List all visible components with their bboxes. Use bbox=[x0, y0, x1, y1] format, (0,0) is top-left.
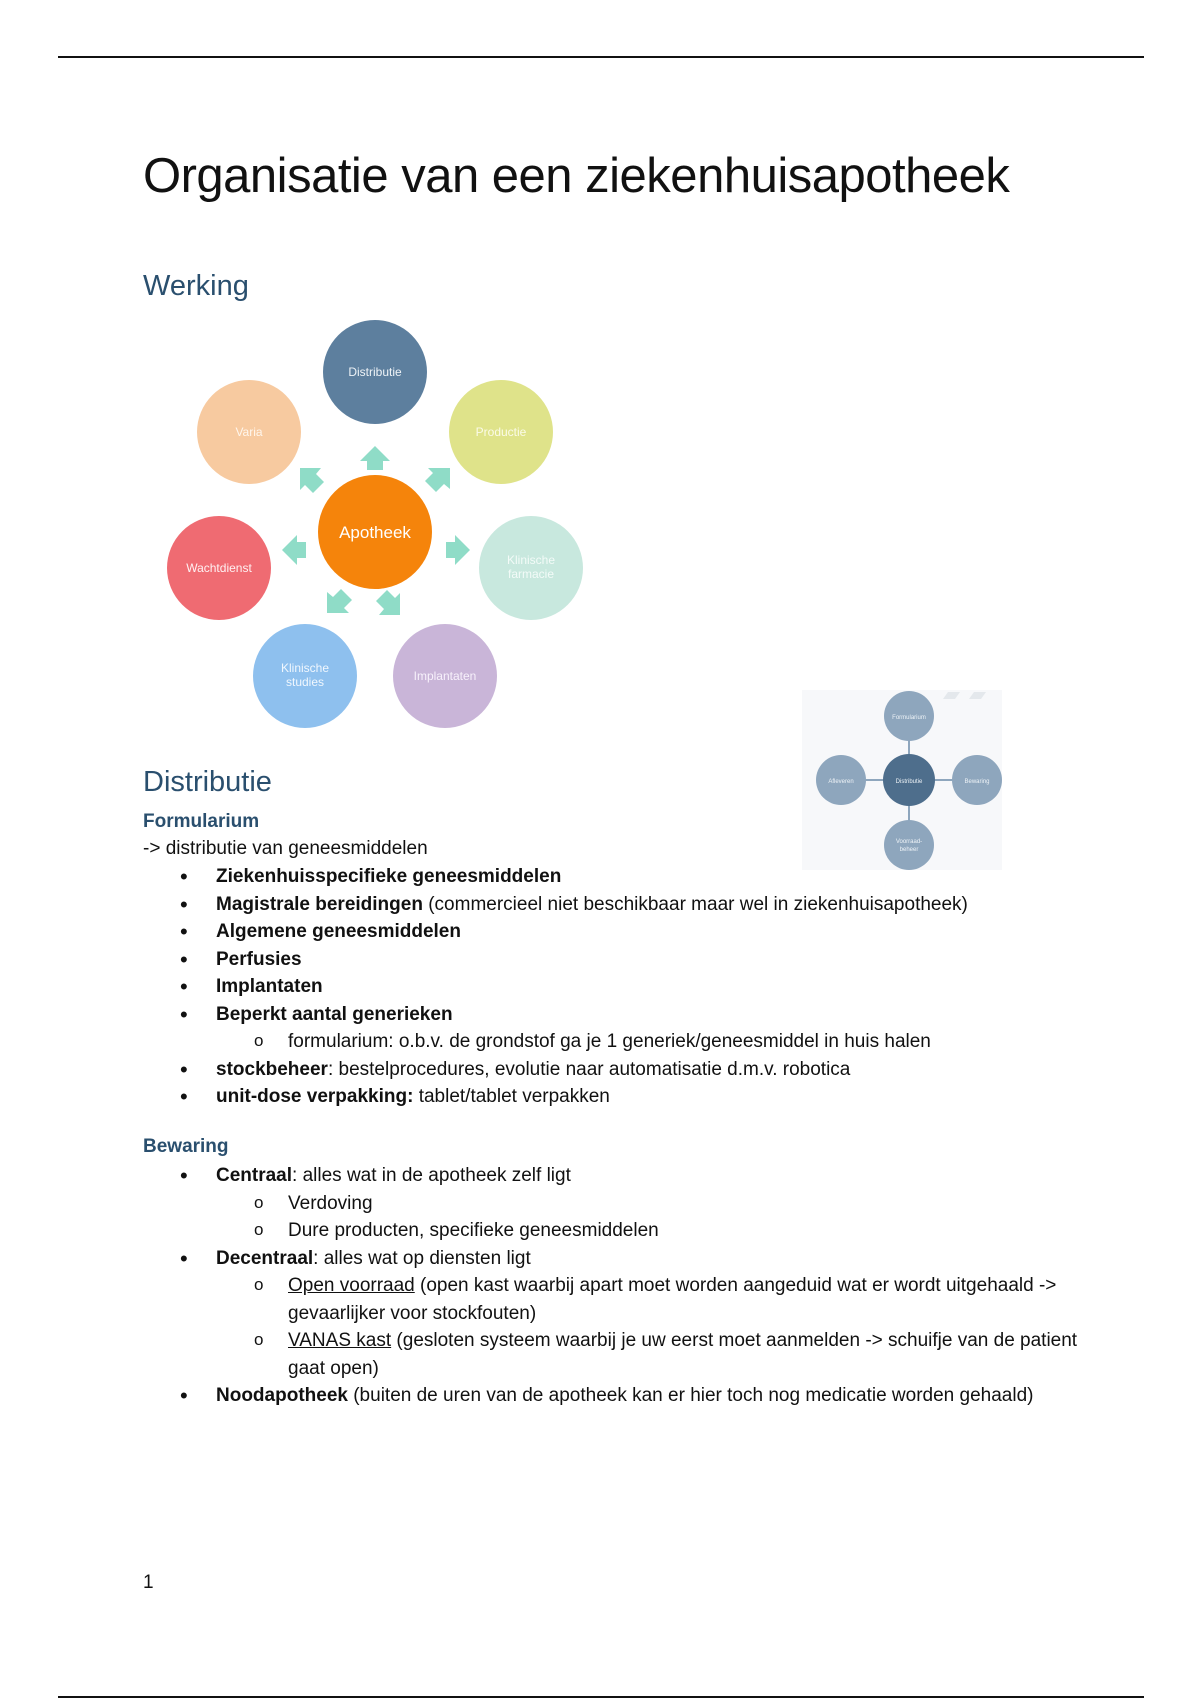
list-item-bold: Magistrale bereidingen bbox=[216, 893, 423, 915]
mini-node-bottom-label-1: Voorraad- bbox=[895, 839, 923, 845]
node-implantaten bbox=[393, 624, 497, 728]
sub-list bbox=[216, 1028, 1080, 1056]
sub-list-item: o formularium: o.b.v. de grondstof ga je 1 generiek/geneesmiddel in huis halen bbox=[216, 1028, 1080, 1056]
node-wachtdienst-label: Wachtdienst bbox=[186, 561, 252, 575]
node-klinische-farmacie bbox=[479, 516, 583, 620]
mini-node-left-label: Afleveren bbox=[828, 779, 854, 785]
mini-node-top-label: Formularium bbox=[892, 715, 926, 721]
list-item bbox=[180, 1001, 1080, 1056]
heading-werking: Werking bbox=[143, 270, 249, 302]
list-item-bold: Decentraal bbox=[216, 1247, 314, 1269]
mini-node-center bbox=[883, 754, 935, 806]
list-item-text: : alles wat op diensten ligt bbox=[313, 1247, 531, 1269]
arrow-varia bbox=[300, 468, 324, 493]
top-rule bbox=[58, 56, 1144, 58]
node-klinische-farmacie-label-1: Klinische bbox=[506, 553, 556, 567]
list-item bbox=[180, 946, 1080, 974]
list-item-text: tablet/tablet verpakken bbox=[413, 1086, 610, 1107]
arrow-distributie bbox=[360, 446, 390, 470]
node-klinische-studies-label-2: studies bbox=[285, 675, 325, 689]
bottom-rule bbox=[58, 1696, 1144, 1698]
node-distributie-label: Distributie bbox=[348, 365, 402, 379]
list-item-bold: Noodapotheek bbox=[216, 1385, 348, 1406]
mini-node-right bbox=[952, 755, 1002, 805]
node-apotheek-label: Apotheek bbox=[339, 523, 411, 542]
werking-diagram bbox=[160, 310, 600, 740]
node-productie bbox=[449, 380, 553, 484]
arrow-klinische-farmacie bbox=[446, 535, 470, 565]
sub-list-text: (gesloten systeem waarbij je uw eerst moet aanmelden -> schuifje van de patient gaat open) bbox=[288, 1330, 1078, 1379]
sub-list-text: (open kast waarbij apart moet worden aangeduid wat er wordt uitgehaald -> gevaarlijker voor stockfouten) bbox=[288, 1275, 1057, 1324]
arrow-implantaten bbox=[376, 590, 400, 615]
underlined-term: Open voorraad bbox=[288, 1275, 415, 1296]
node-klinische-studies bbox=[253, 624, 357, 728]
sub-list-item-vanas-kast bbox=[216, 1327, 1080, 1382]
list-item-text: (commercieel niet beschikbaar maar wel in ziekenhuisapotheek) bbox=[422, 893, 968, 915]
formularium-intro: -> distributie van geneesmiddelen bbox=[143, 838, 428, 859]
list-item-bold: Centraal bbox=[216, 1165, 293, 1186]
node-wachtdienst bbox=[167, 516, 271, 620]
bewaring-list bbox=[180, 1162, 1080, 1410]
list-item bbox=[180, 1056, 1080, 1084]
sub-list-item-open-voorraad bbox=[216, 1272, 1080, 1327]
heading-bewaring: Bewaring bbox=[143, 1136, 229, 1157]
node-productie-label: Productie bbox=[475, 425, 527, 439]
list-item-bold: stockbeheer bbox=[216, 1058, 328, 1080]
list-item bbox=[180, 1083, 1080, 1111]
list-item-bold: Ziekenhuisspecifieke geneesmiddelen bbox=[216, 866, 562, 887]
sub-list bbox=[216, 1272, 1080, 1382]
node-klinische-studies-label-1: Klinische bbox=[280, 661, 330, 675]
list-item-bold: Algemene geneesmiddelen bbox=[216, 921, 461, 942]
list-item-text: : bestelprocedures, evolutie naar automatisatie d.m.v. robotica bbox=[327, 1058, 851, 1080]
node-klinische-farmacie-label-2: farmacie bbox=[507, 567, 555, 581]
list-item bbox=[180, 891, 1080, 919]
mini-node-center-label: Distributie bbox=[895, 779, 923, 785]
list-item bbox=[180, 973, 1080, 1001]
list-item-bold: Beperkt aantal generieken bbox=[216, 1003, 453, 1025]
heading-formularium: Formularium bbox=[143, 811, 260, 832]
list-item bbox=[180, 863, 1080, 891]
list-item-bold: Implantaten bbox=[216, 976, 323, 997]
formularium-list bbox=[180, 863, 1080, 1111]
mini-node-bottom-label-2: beheer bbox=[899, 847, 919, 853]
list-item-text: (buiten de uren van de apotheek kan er hier toch nog medicatie worden gehaald) bbox=[347, 1385, 1034, 1406]
node-varia bbox=[197, 380, 301, 484]
list-item-centraal bbox=[180, 1162, 1080, 1245]
node-implantaten-label: Implantaten bbox=[413, 669, 477, 683]
arrow-wachtdienst bbox=[282, 535, 306, 565]
arrow-productie bbox=[425, 468, 450, 492]
mini-node-left bbox=[816, 755, 866, 805]
mini-node-top bbox=[884, 691, 934, 741]
sub-list-item: o Dure producten, specifieke geneesmiddelen bbox=[216, 1217, 1080, 1245]
sub-list bbox=[216, 1190, 1080, 1245]
list-item-bold: unit-dose verpakking: bbox=[216, 1086, 414, 1107]
page-number: 1 bbox=[143, 1572, 154, 1593]
mini-node-right-label: Bewaring bbox=[964, 779, 990, 785]
list-item-text: : alles wat in de apotheek zelf ligt bbox=[292, 1165, 571, 1186]
sub-list-item: o Verdoving bbox=[216, 1190, 1080, 1218]
arrow-klinische-studies bbox=[327, 589, 352, 613]
underlined-term: VANAS kast bbox=[288, 1330, 392, 1351]
list-item bbox=[180, 918, 1080, 946]
list-item-bold: Perfusies bbox=[216, 948, 302, 970]
heading-distributie: Distributie bbox=[143, 766, 272, 798]
node-apotheek-center bbox=[318, 475, 432, 589]
node-varia-label: Varia bbox=[235, 425, 263, 439]
distributie-mini-diagram bbox=[800, 688, 1010, 873]
node-distributie bbox=[323, 320, 427, 424]
list-item-decentraal bbox=[180, 1245, 1080, 1383]
page-title: Organisatie van een ziekenhuisapotheek bbox=[143, 149, 1010, 203]
list-item-noodapotheek bbox=[180, 1382, 1080, 1410]
